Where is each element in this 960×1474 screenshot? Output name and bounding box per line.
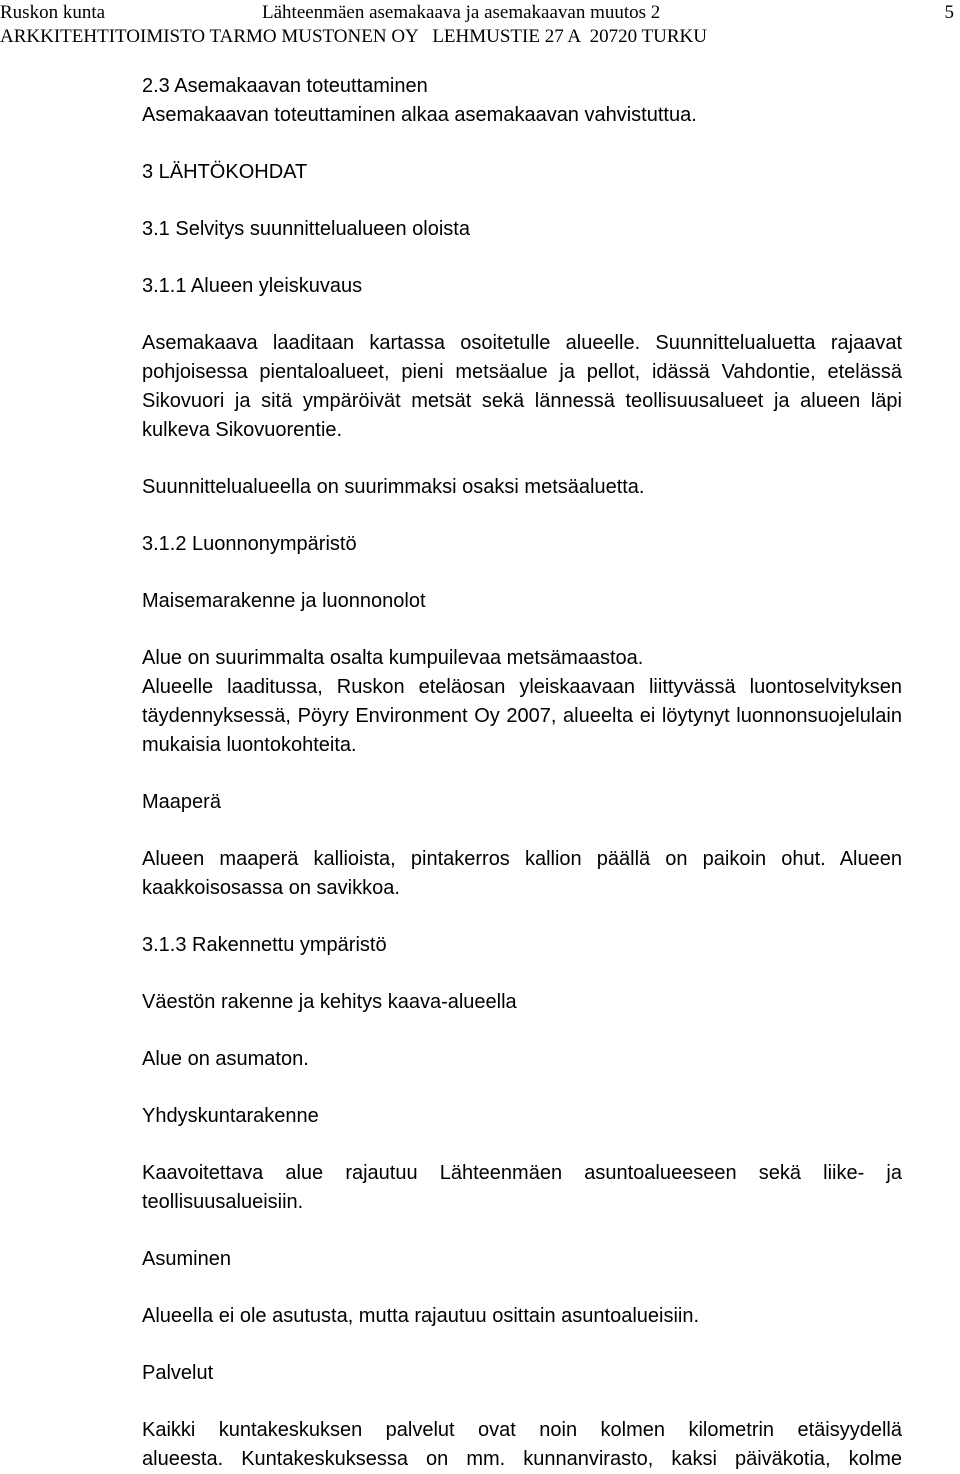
section-3-1-3-heading: 3.1.3 Rakennettu ympäristö xyxy=(142,934,387,956)
landscape-first-line: Alue on suurimmalta osalta kumpuilevaa metsämaastoa. xyxy=(142,647,644,669)
housing-text: Alueella ei ole asutusta, mutta rajautuu osittain asuntoalueisiin. xyxy=(142,1305,700,1327)
section-3-1-1-heading: 3.1.1 Alueen yleiskuvaus xyxy=(142,275,363,297)
page-number: 5 xyxy=(944,2,954,23)
housing-heading: Asuminen xyxy=(142,1248,231,1270)
landscape-heading: Maisemarakenne ja luonnonolot xyxy=(142,590,426,612)
header-document-title: Lähteenmäen asemakaava ja asemakaavan muutos 2 xyxy=(262,2,661,23)
landscape-paragraph: Alueelle laaditussa, Ruskon eteläosan yleiskaavaan liittyvässä luontoselvityksen täydennyksessä, Pöyry Environment Oy 2007, alueelta ei löytynyt luonnonsuojelulain mukaisia luontokohteita. xyxy=(142,676,902,756)
page-header xyxy=(0,0,960,52)
community-structure-heading: Yhdyskuntarakenne xyxy=(142,1105,319,1127)
forest-area-paragraph: Suunnittelualueella on suurimmaksi osaksi metsäaluetta. xyxy=(142,476,645,498)
general-description-paragraph: Asemakaava laaditaan kartassa osoitetulle alueelle. Suunnittelualuetta rajaavat pohjoisessa pientaloalueet, pieni metsäalue ja pellot, idässä Vahdontie, etelässä Sikovuori ja sitä ympäröivät metsät sekä lännessä teollisuusalueet ja alueen läpi kulkeva Sikovuorentie. xyxy=(142,332,902,441)
section-2-3-heading: 2.3 Asemakaavan toteuttaminen xyxy=(142,75,428,97)
section-2-3-text: Asemakaavan toteuttaminen alkaa asemakaavan vahvistuttua. xyxy=(142,104,697,126)
section-3-1-heading: 3.1 Selvitys suunnittelualueen oloista xyxy=(142,218,470,240)
section-3-1-2-heading: 3.1.2 Luonnonympäristö xyxy=(142,533,357,555)
services-paragraph-line-1: Kaikki kuntakeskuksen palvelut ovat noin kolmen kilometrin etäisyydellä xyxy=(142,1419,902,1441)
soil-heading: Maaperä xyxy=(142,791,221,813)
header-client: Ruskon kunta xyxy=(0,2,106,23)
soil-paragraph: Alueen maaperä kallioista, pintakerros kallion päällä on paikoin ohut. Alueen kaakkoisosassa on savikkoa. xyxy=(142,848,902,899)
services-paragraph-line-2: alueesta. Kuntakeskuksessa on mm. kunnanvirasto, kaksi päiväkotia, kolme xyxy=(142,1448,902,1470)
document-body xyxy=(142,72,902,1474)
section-3-heading: 3 LÄHTÖKOHDAT xyxy=(142,161,308,183)
population-heading: Väestön rakenne ja kehitys kaava-alueella xyxy=(142,991,517,1013)
population-text: Alue on asumaton. xyxy=(142,1048,309,1070)
community-structure-paragraph: Kaavoitettava alue rajautuu Lähteenmäen asuntoalueeseen sekä liike- ja teollisuusalueisiin. xyxy=(142,1162,902,1213)
services-heading: Palvelut xyxy=(142,1362,214,1384)
header-firm-line: ARKKITEHTITOIMISTO TARMO MUSTONEN OY LEHMUSTIE 27 A 20720 TURKU xyxy=(0,26,707,47)
